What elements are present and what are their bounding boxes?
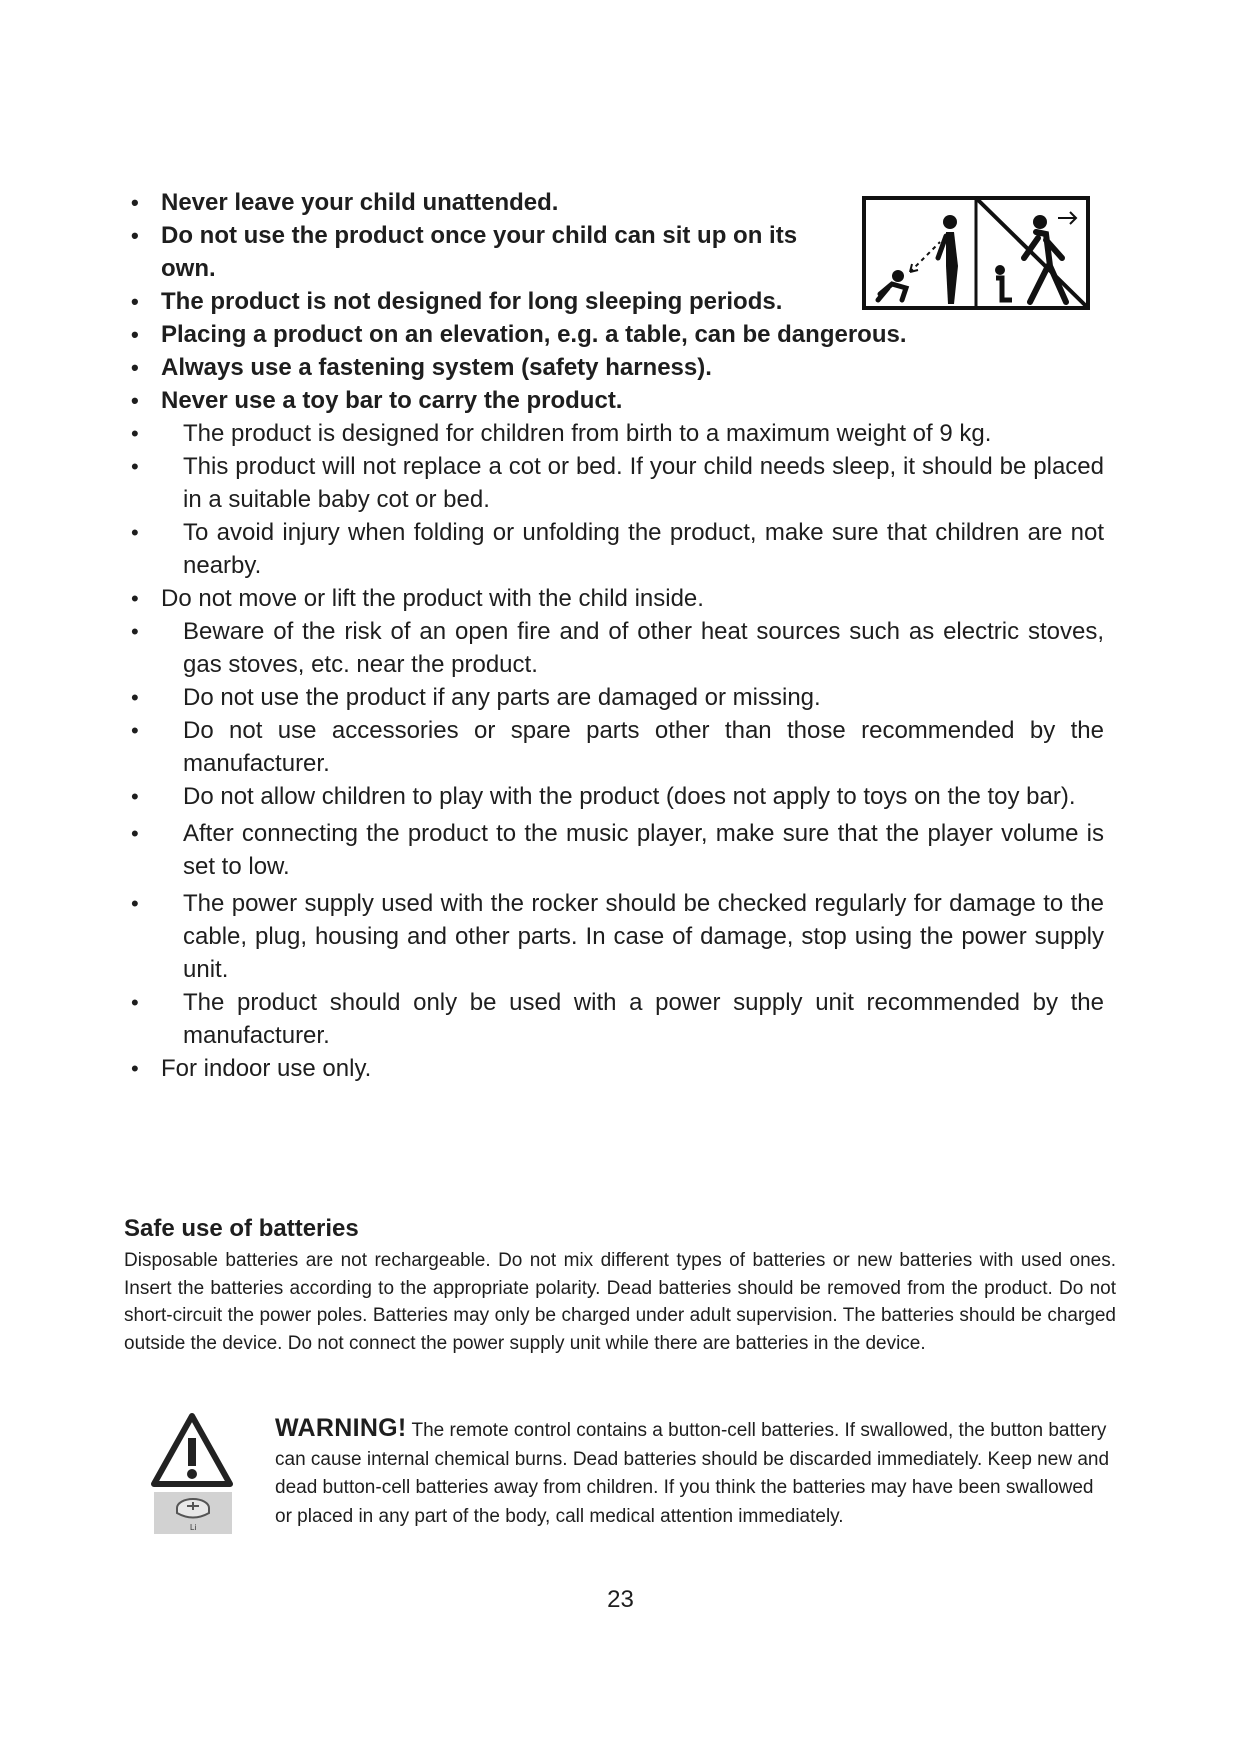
list-item-text: Do not use the product once your child can sit up on its own. — [161, 222, 798, 282]
bullet: • — [131, 322, 139, 347]
list-item-text: The product should only be used with a power supply unit recommended by the manufacturer. — [183, 989, 1104, 1049]
bullet: • — [131, 619, 139, 644]
page-number: 23 — [607, 1586, 634, 1613]
list-item — [124, 1052, 1104, 1085]
bullet: • — [131, 454, 139, 479]
bullet: • — [131, 190, 139, 215]
bullet: • — [131, 355, 139, 380]
button-cell-battery-icon — [154, 1492, 232, 1534]
list-item — [124, 986, 1104, 1052]
list-item — [124, 887, 1104, 986]
list-item — [124, 516, 1104, 582]
list-item — [124, 450, 1104, 516]
safety-list — [124, 186, 1104, 1085]
list-item-text: The product is not designed for long sleeping periods. — [161, 288, 783, 315]
list-item — [124, 417, 1104, 450]
list-item-text: Do not use the product if any parts are damaged or missing. — [183, 684, 821, 711]
list-item-text: Never leave your child unattended. — [161, 189, 559, 216]
unattended-child-pictogram — [862, 196, 1090, 310]
list-item — [124, 681, 1104, 714]
list-item — [124, 318, 1104, 351]
bullet: • — [131, 421, 139, 446]
list-item-text: Do not allow children to play with the product (does not apply to toys on the toy bar). — [183, 783, 1076, 810]
batteries-heading: Safe use of batteries — [124, 1215, 359, 1242]
cell-icon-label: Li — [190, 1523, 197, 1532]
bullet: • — [131, 718, 139, 743]
list-item — [124, 780, 1104, 813]
list-item — [124, 582, 1104, 615]
list-item-text: Do not move or lift the product with the child inside. — [161, 585, 704, 612]
bullet: • — [131, 685, 139, 710]
bullet: • — [131, 520, 139, 545]
warning-paragraph — [275, 1414, 1115, 1531]
list-item-text: After connecting the product to the music player, make sure that the player volume is set to low. — [183, 820, 1104, 880]
bullet: • — [131, 388, 139, 413]
list-item-text: For indoor use only. — [161, 1055, 372, 1082]
warning-text: The remote control contains a button-cell batteries. If swallowed, the button battery can cause internal chemical burns. Dead batteries should be discarded immediately. Keep new and dead button-cell batteries away from children. If you think the batteries may have been swallowed or placed in any part of the body, call medical attention immediately. — [275, 1420, 1110, 1527]
bullet: • — [131, 891, 139, 916]
batteries-text: Disposable batteries are not rechargeable. Do not mix different types of batteries or new batteries with used ones. Insert the batteries according to the appropriate polarity. Dead batteries should be removed from the product. Do not short-circuit the power poles. Batteries may only be charged under adult supervision. The batteries should be charged outside the device. Do not connect the power supply unit while there are batteries in the device. — [124, 1250, 1116, 1354]
list-item-text: Never use a toy bar to carry the product. — [161, 387, 623, 414]
list-item-text: The power supply used with the rocker should be checked regularly for damage to the cable, plug, housing and other parts. In case of damage, stop using the power supply unit. — [183, 890, 1104, 983]
list-item — [124, 714, 1104, 780]
bullet: • — [131, 1056, 139, 1081]
list-item — [124, 615, 1104, 681]
list-item-text: Beware of the risk of an open fire and of other heat sources such as electric stoves, gas stoves, etc. near the product. — [183, 618, 1104, 678]
list-item-text: This product will not replace a cot or bed. If your child needs sleep, it should be placed in a suitable baby cot or bed. — [183, 453, 1104, 513]
list-item — [124, 384, 1104, 417]
warning-triangle-icon — [150, 1412, 234, 1488]
bullet: • — [131, 990, 139, 1015]
list-item-text: Always use a fastening system (safety harness). — [161, 354, 712, 381]
list-item-text: To avoid injury when folding or unfolding the product, make sure that children are not nearby. — [183, 519, 1104, 579]
bullet: • — [131, 586, 139, 611]
list-item-text: Do not use accessories or spare parts other than those recommended by the manufacturer. — [183, 717, 1104, 777]
list-item-text: Placing a product on an elevation, e.g. a table, can be dangerous. — [161, 321, 907, 348]
bullet: • — [131, 223, 139, 248]
bullet: • — [131, 784, 139, 809]
bullet: • — [131, 821, 139, 846]
warning-label: WARNING! — [275, 1414, 407, 1442]
bullet: • — [131, 289, 139, 314]
list-item — [124, 817, 1104, 883]
list-item-text: The product is designed for children from birth to a maximum weight of 9 kg. — [183, 420, 992, 447]
list-item — [124, 351, 1104, 384]
